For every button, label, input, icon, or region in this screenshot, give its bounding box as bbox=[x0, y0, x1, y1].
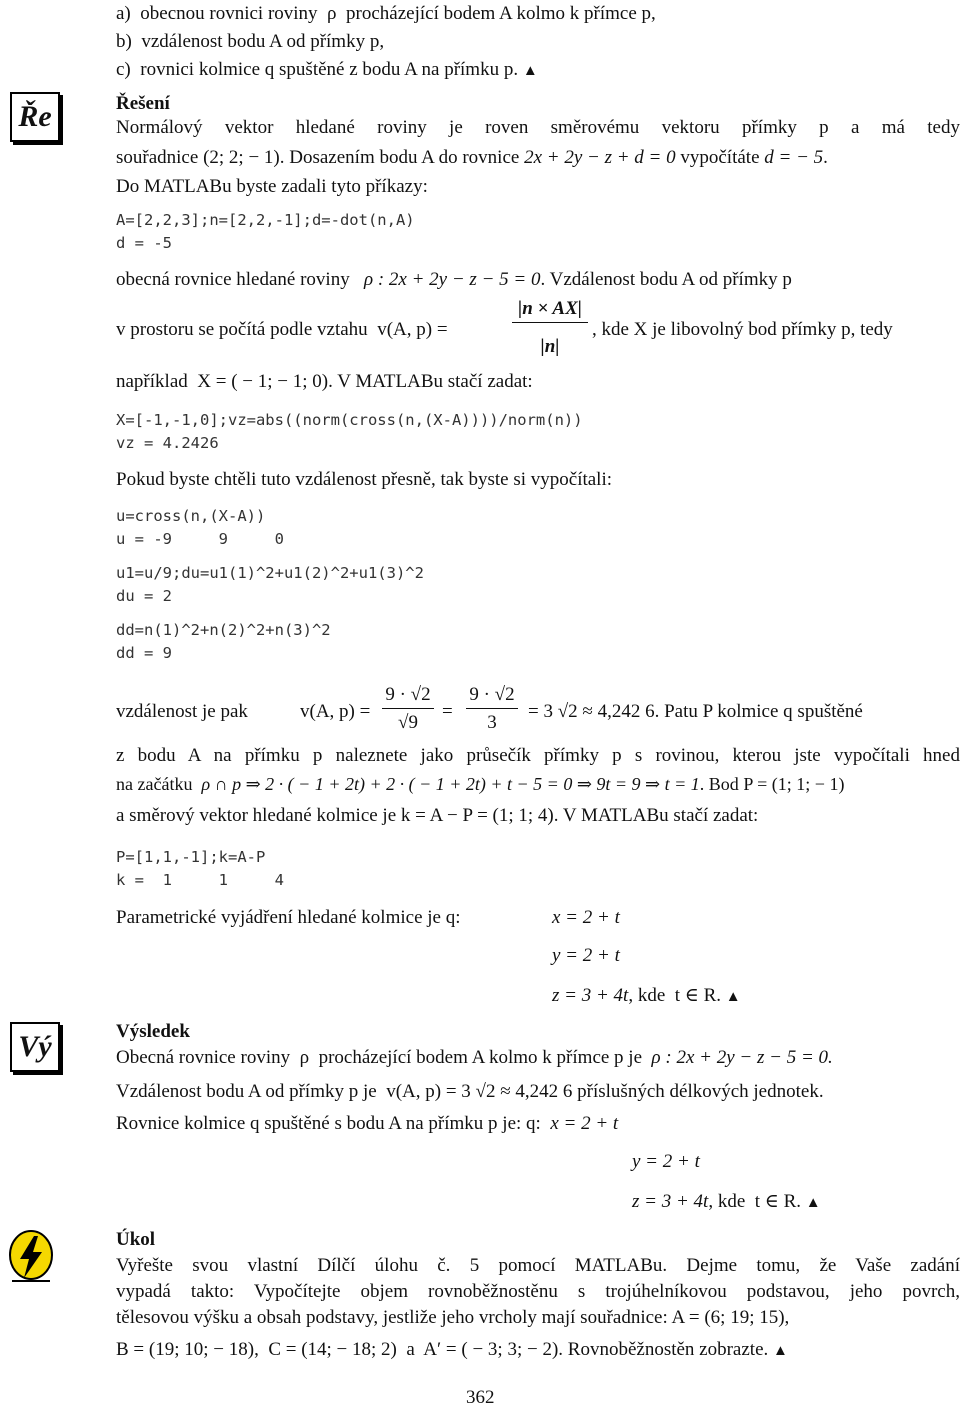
end-mark-icon: ▲ bbox=[522, 63, 538, 79]
code-block-2-line1: X=[-1,-1,0];vz=abs((norm(cross(n,(X-A))))/norm(n)) bbox=[116, 411, 583, 429]
item-a: a) obecnou rovnici roviny ρ procházející bodem A kolmo k přímce p, bbox=[116, 3, 656, 24]
distance-exact-rest: = 3 √2 ≈ 4,242 6. Patu P kolmice q spuštěné bbox=[528, 701, 863, 722]
solution-p4: například X = ( − 1; − 1; 0). V MATLABu stačí zadat: bbox=[116, 371, 533, 392]
plane-equation: 2x + 2y − z + d = 0 bbox=[524, 147, 676, 168]
end-mark-icon: ▲ bbox=[725, 989, 741, 1005]
item-b: b) vzdálenost bodu A od přímky p, bbox=[116, 31, 385, 52]
code-block-2-line2: vz = 4.2426 bbox=[116, 434, 219, 452]
solution-p9: Parametrické vyjádření hledané kolmice je q: bbox=[116, 907, 461, 928]
result-param-z: z = 3 + 4t, kde t ∈ R. ▲ bbox=[632, 1191, 821, 1212]
result-plane-equation: ρ : 2x + 2y − z − 5 = 0. bbox=[651, 1047, 833, 1068]
result-line2: Vzdálenost bodu A od přímky p je v(A, p) = 3 √2 ≈ 4,242 6 příslušných délkových jednotek. bbox=[116, 1081, 824, 1102]
code-block-3-line2: u = -9 9 0 bbox=[116, 530, 284, 548]
solution-p1-line2: souřadnice (2; 2; − 1). Dosazením bodu A do rovnice 2x + 2y − z + d = 0 vypočítáte d = − 5. bbox=[116, 147, 828, 168]
page-number: 362 bbox=[466, 1387, 495, 1408]
plane-general-equation: ρ : 2x + 2y − z − 5 = 0 bbox=[363, 269, 541, 290]
task-line3: tělesovou výšku a obsah podstavy, jestliže jeho vrcholy mají souřadnice: A = (6; 19; 15), bbox=[116, 1307, 790, 1328]
task-line1: Vyřešte svou vlastní Dílčí úlohu č. 5 pomocí MATLABu. Dejme tomu, že Vaše zadání bbox=[116, 1255, 960, 1276]
vysledek-icon: Vý bbox=[10, 1022, 60, 1072]
fraction-1-denominator: √9 bbox=[398, 712, 418, 733]
point-p: P = (1; 1; − 1) bbox=[743, 774, 845, 794]
result-heading: Výsledek bbox=[116, 1021, 190, 1042]
end-mark-icon: ▲ bbox=[773, 1343, 788, 1359]
task-line2: vypadá takto: Vypočítejte objem rovnoběžnostěnu s trojúhelníkovou podstavou, jeho povrch, bbox=[116, 1281, 960, 1302]
distance-exact-lhs: v(A, p) = bbox=[300, 701, 371, 722]
code-block-4-line2: du = 2 bbox=[116, 587, 172, 605]
code-block-5-line1: dd=n(1)^2+n(2)^2+n(3)^2 bbox=[116, 621, 331, 639]
fraction-2-bar bbox=[466, 708, 518, 709]
code-block-3-line1: u=cross(n,(X-A)) bbox=[116, 507, 266, 525]
vertices-b-c: B = (19; 10; − 18), C = (14; − 18; 2) bbox=[116, 1339, 397, 1360]
intersection-equation: ρ ∩ p ⇒ 2 · ( − 1 + 2t) + 2 · ( − 1 + 2t) + t − 5 = 0 ⇒ 9t = 9 ⇒ t = 1 bbox=[201, 774, 700, 794]
vertex-a: A = (6; 19; 15), bbox=[671, 1307, 790, 1328]
result-param-x: x = 2 + t bbox=[550, 1113, 619, 1134]
solution-p3: v prostoru se počítá podle vztahu v(A, p) = bbox=[116, 319, 448, 340]
solution-p5: Pokud byste chtěli tuto vzdálenost přesně, tak byste si vypočítali: bbox=[116, 469, 613, 490]
equals-sign: = bbox=[442, 701, 453, 722]
solution-p2: obecná rovnice hledané roviny ρ : 2x + 2y − z − 5 = 0. Vzdálenost bodu A od přímky p bbox=[116, 269, 792, 290]
code-block-6-line1: P=[1,1,-1];k=A-P bbox=[116, 848, 266, 866]
reseni-icon: Ře bbox=[10, 92, 60, 142]
vertex-a-prime: A′ = ( − 3; 3; − 2) bbox=[423, 1339, 559, 1360]
task-heading: Úkol bbox=[116, 1229, 156, 1250]
d-value: d = − 5 bbox=[764, 147, 824, 168]
code-block-6-line2: k = 1 1 4 bbox=[116, 871, 284, 889]
solution-p8: a směrový vektor hledané kolmice je k = A − P = (1; 1; 4). V MATLABu stačí zadat: bbox=[116, 805, 759, 826]
direction-vector: k = A − P = (1; 1; 4) bbox=[400, 805, 554, 826]
param-x: x = 2 + t bbox=[552, 907, 620, 928]
solution-p1-line3: Do MATLABu byste zadali tyto příkazy: bbox=[116, 176, 428, 197]
solution-heading: Řešení bbox=[116, 93, 170, 114]
solution-p1-line1: Normálový vektor hledané roviny je roven směrovému vektoru přímky p a má tedy bbox=[116, 117, 960, 138]
solution-p6-label: vzdálenost je pak bbox=[116, 701, 248, 722]
param-y: y = 2 + t bbox=[552, 945, 620, 966]
code-block-4-line1: u1=u/9;du=u1(1)^2+u1(2)^2+u1(3)^2 bbox=[116, 564, 424, 582]
solution-p7-line1: z bodu A na přímku p naleznete jako průsečík přímky p s rovinou, kterou jste vypočítali hned bbox=[116, 745, 960, 766]
result-distance: v(A, p) = 3 √2 ≈ 4,242 6 bbox=[386, 1081, 573, 1102]
solution-p7-line2: na začátku ρ ∩ p ⇒ 2 · ( − 1 + 2t) + 2 · ( − 1 + 2t) + t − 5 = 0 ⇒ 9t = 9 ⇒ t = 1. Bod P = (1; 1; − 1) bbox=[116, 774, 845, 794]
distance-lhs: v(A, p) = bbox=[377, 319, 448, 340]
code-block-5-line2: dd = 9 bbox=[116, 644, 172, 662]
param-z: z = 3 + 4t, kde t ∈ R. ▲ bbox=[552, 985, 741, 1006]
fraction-bar bbox=[512, 322, 588, 323]
code-block-1-line1: A=[2,2,3];n=[2,2,-1];d=-dot(n,A) bbox=[116, 211, 415, 229]
distance-denominator: |n| bbox=[540, 336, 560, 357]
solution-p3-tail: , kde X je libovolný bod přímky p, tedy bbox=[592, 319, 893, 340]
distance-numerator: |n × AX| bbox=[518, 298, 582, 319]
fraction-2-numerator: 9 · √2 bbox=[469, 684, 515, 705]
fraction-1-numerator: 9 · √2 bbox=[385, 684, 431, 705]
fraction-2-denominator: 3 bbox=[487, 712, 497, 733]
result-param-y: y = 2 + t bbox=[632, 1151, 700, 1172]
lightning-icon bbox=[6, 1228, 56, 1286]
result-line1: Obecná rovnice roviny ρ procházející bodem A kolmo k přímce p je ρ : 2x + 2y − z − 5 = 0. bbox=[116, 1047, 833, 1068]
fraction-1-bar bbox=[382, 708, 434, 709]
end-mark-icon: ▲ bbox=[805, 1195, 821, 1211]
point-x: X = ( − 1; − 1; 0) bbox=[197, 371, 329, 392]
task-line4: B = (19; 10; − 18), C = (14; − 18; 2) a A′ = ( − 3; 3; − 2). Rovnoběžnostěn zobrazte. ▲ bbox=[116, 1339, 788, 1360]
result-line3: Rovnice kolmice q spuštěné s bodu A na přímku p je: q: x = 2 + t bbox=[116, 1113, 619, 1134]
normal-vector: (2; 2; − 1) bbox=[203, 147, 280, 168]
item-c: c) rovnici kolmice q spuštěné z bodu A na přímku p. ▲ bbox=[116, 59, 538, 80]
code-block-1-line2: d = -5 bbox=[116, 234, 172, 252]
